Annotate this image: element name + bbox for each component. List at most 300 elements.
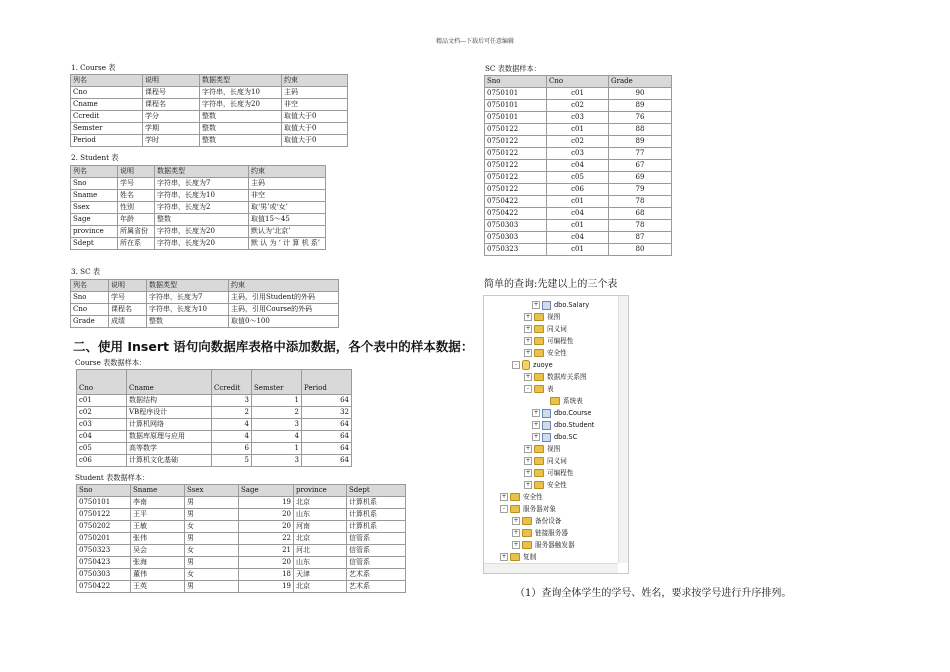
table-cell: c03: [547, 148, 609, 160]
expand-icon[interactable]: +: [533, 433, 539, 440]
tree-item[interactable]: [524, 455, 567, 467]
table-cell: 64: [302, 431, 352, 443]
tree-item[interactable]: [524, 371, 587, 383]
table-header-cell: 列名: [71, 166, 118, 178]
table-cell: 王平: [131, 509, 185, 521]
table-cell: 21: [239, 545, 294, 557]
table-icon: [542, 301, 551, 310]
section-title: 二、使用 Insert 语句向数据库表格中添加数据，各个表中的样本数据：: [73, 339, 474, 354]
sc-def-caption: 3. SC 表: [71, 267, 101, 276]
table-cell: 计算机系: [347, 497, 406, 509]
expand-icon[interactable]: +: [525, 337, 531, 344]
folder-icon: [534, 385, 544, 393]
course-sample-caption: Course 表数据样本：: [75, 358, 147, 367]
table-cell: c06: [77, 455, 127, 467]
table-cell: c03: [77, 419, 127, 431]
expand-icon[interactable]: +: [525, 349, 531, 356]
table-cell: 河南: [294, 521, 347, 533]
table-cell: 年龄: [118, 214, 155, 226]
table-cell: 艺术系: [347, 581, 406, 593]
table-header-cell: Period: [302, 370, 352, 395]
table-cell: 67: [609, 160, 672, 172]
table-cell: c01: [547, 220, 609, 232]
table-row: [485, 220, 672, 232]
table-cell: Sage: [71, 214, 118, 226]
table-header-cell: province: [294, 485, 347, 497]
expand-icon[interactable]: +: [513, 541, 519, 548]
tree-item-label: 可编程性: [547, 337, 574, 345]
tree-item[interactable]: [500, 491, 543, 503]
table-cell: c05: [547, 172, 609, 184]
table-cell: 整数: [200, 123, 282, 135]
table-row: [71, 99, 348, 111]
table-header-cell: 说明: [143, 75, 200, 87]
table-icon: [542, 433, 551, 442]
table-cell: 课程名: [143, 99, 200, 111]
table-row: [77, 581, 406, 593]
table-cell: 字符串，长度为2: [155, 202, 249, 214]
table-cell: 1: [252, 395, 302, 407]
table-cell: 学分: [143, 111, 200, 123]
table-cell: 河北: [294, 545, 347, 557]
tree-item-label: 安全性: [547, 349, 567, 357]
tree-item-label: 安全性: [547, 481, 567, 489]
database-icon: [522, 360, 530, 370]
table-row: [77, 407, 352, 419]
table-row: [71, 202, 326, 214]
table-row: [77, 497, 406, 509]
table-header-cell: Ccredit: [212, 370, 252, 395]
table-cell: 0750323: [485, 244, 547, 256]
header-note: 精品文档---下载后可任意编辑: [435, 38, 515, 45]
student-sample-table: [76, 484, 406, 593]
table-cell: 计算机系: [347, 509, 406, 521]
table-header-cell: 数据类型: [200, 75, 282, 87]
table-cell: Sdept: [71, 238, 118, 250]
expand-icon[interactable]: +: [525, 373, 531, 380]
table-cell: c03: [547, 112, 609, 124]
tree-item[interactable]: [512, 359, 553, 371]
table-cell: 78: [609, 220, 672, 232]
table-cell: 字符串，长度为20: [200, 99, 282, 111]
expand-icon[interactable]: +: [533, 301, 539, 308]
table-row: [485, 208, 672, 220]
table-cell: province: [71, 226, 118, 238]
tree-item-label: 同义词: [547, 325, 567, 333]
table-cell: 0750122: [485, 160, 547, 172]
tree-item[interactable]: [524, 467, 573, 479]
table-cell: 王敏: [131, 521, 185, 533]
folder-icon: [534, 373, 544, 381]
table-row: [77, 545, 406, 557]
tree-item[interactable]: [532, 407, 591, 419]
table-header-cell: Ssex: [185, 485, 239, 497]
tree-item[interactable]: [524, 443, 560, 455]
folder-icon: [510, 505, 520, 513]
table-cell: 0750323: [77, 545, 131, 557]
tree-item-label: 服务器触发器: [535, 541, 575, 549]
table-cell: 0750303: [77, 569, 131, 581]
table-cell: 0750122: [485, 136, 547, 148]
table-cell: 0750101: [485, 112, 547, 124]
tree-item-label: 表: [547, 385, 554, 393]
table-row: [77, 431, 352, 443]
expand-icon[interactable]: +: [525, 481, 531, 488]
table-cell: c02: [547, 100, 609, 112]
table-cell: 3: [252, 455, 302, 467]
table-cell: 0750422: [77, 581, 131, 593]
tree-item-label: 数据库关系图: [547, 373, 587, 381]
table-header-cell: 说明: [118, 166, 155, 178]
table-cell: 6: [212, 443, 252, 455]
object-explorer-tree: [483, 295, 629, 574]
tree-item[interactable]: [500, 551, 536, 563]
table-cell: 64: [302, 419, 352, 431]
table-cell: 整数: [200, 111, 282, 123]
table-cell: 男: [185, 509, 239, 521]
course-sample-table: [76, 369, 352, 467]
table-cell: 所属省份: [118, 226, 155, 238]
table-cell: 默认为‘北京’: [249, 226, 326, 238]
table-cell: 76: [609, 112, 672, 124]
expand-icon[interactable]: +: [501, 553, 507, 560]
table-cell: 信管系: [347, 557, 406, 569]
table-header-cell: 说明: [109, 280, 147, 292]
table-row: [485, 244, 672, 256]
table-row: [485, 124, 672, 136]
tree-item[interactable]: [532, 419, 594, 431]
student-def-table: [70, 165, 326, 250]
table-cell: VB程序设计: [127, 407, 212, 419]
table-cell: 80: [609, 244, 672, 256]
tree-item-label: 安全性: [523, 493, 543, 501]
table-cell: 非空: [249, 190, 326, 202]
tree-item-label: 服务器对象: [523, 505, 556, 513]
table-row: [77, 521, 406, 533]
folder-icon: [522, 529, 532, 537]
folder-icon: [534, 457, 544, 465]
table-cell: 0750423: [77, 557, 131, 569]
table-cell: 数据库原理与应用: [127, 431, 212, 443]
table-cell: 4: [212, 419, 252, 431]
collapse-icon[interactable]: -: [524, 385, 532, 393]
table-cell: c04: [547, 232, 609, 244]
tree-item-label: 链接服务器: [535, 529, 568, 537]
table-header-cell: Sname: [131, 485, 185, 497]
tree-item[interactable]: [512, 539, 575, 551]
table-cell: Cno: [71, 304, 109, 316]
tree-item[interactable]: [532, 431, 577, 443]
table-cell: 主码: [282, 87, 348, 99]
folder-icon: [522, 541, 532, 549]
table-cell: 北京: [294, 581, 347, 593]
table-cell: 所在系: [118, 238, 155, 250]
table-cell: 字符串，长度为20: [155, 226, 249, 238]
table-row: [71, 238, 326, 250]
table-cell: 学号: [109, 292, 147, 304]
table-cell: 整数: [147, 316, 229, 328]
tree-item-label: 视图: [547, 313, 561, 321]
folder-icon: [534, 337, 544, 345]
expand-icon[interactable]: +: [501, 493, 507, 500]
folder-icon: [534, 349, 544, 357]
table-cell: 北京: [294, 497, 347, 509]
table-cell: 2: [252, 407, 302, 419]
folder-icon: [534, 481, 544, 489]
table-cell: 4: [252, 431, 302, 443]
table-cell: 成绩: [109, 316, 147, 328]
tree-item-label: dbo.SC: [554, 433, 578, 441]
table-cell: 取值0～100: [229, 316, 339, 328]
table-cell: 0750422: [485, 196, 547, 208]
table-cell: 90: [609, 88, 672, 100]
table-cell: 男: [185, 581, 239, 593]
table-cell: 学号: [118, 178, 155, 190]
table-cell: 信管系: [347, 545, 406, 557]
horizontal-scrollbar[interactable]: [484, 563, 618, 573]
table-cell: 张海: [131, 557, 185, 569]
table-header-cell: 约束: [282, 75, 348, 87]
folder-icon: [534, 325, 544, 333]
expand-icon[interactable]: +: [513, 517, 519, 524]
table-row: [485, 196, 672, 208]
expand-icon[interactable]: +: [525, 313, 531, 320]
table-header-row: [71, 166, 326, 178]
table-header-cell: Cno: [77, 370, 127, 395]
table-row: [485, 100, 672, 112]
table-cell: 主码，引用Student的外码: [229, 292, 339, 304]
table-cell: 男: [185, 557, 239, 569]
table-header-cell: Sno: [77, 485, 131, 497]
expand-icon[interactable]: +: [525, 325, 531, 332]
folder-icon: [534, 313, 544, 321]
table-cell: 5: [212, 455, 252, 467]
table-cell: 64: [302, 455, 352, 467]
table-cell: 89: [609, 136, 672, 148]
student-def-caption: 2. Student 表: [71, 153, 119, 162]
table-cell: c04: [547, 208, 609, 220]
table-row: [485, 184, 672, 196]
table-cell: 取值大于0: [282, 135, 348, 147]
table-cell: 0750303: [485, 232, 547, 244]
tree-item-label: 同义词: [547, 457, 567, 465]
table-row: [485, 232, 672, 244]
expand-icon[interactable]: +: [525, 469, 531, 476]
folder-icon: [534, 445, 544, 453]
table-cell: 姓名: [118, 190, 155, 202]
expand-icon[interactable]: +: [525, 445, 531, 452]
table-row: [485, 160, 672, 172]
table-cell: 课程号: [143, 87, 200, 99]
table-icon: [542, 409, 551, 418]
table-cell: 0750303: [485, 220, 547, 232]
table-icon: [542, 421, 551, 430]
table-row: [77, 455, 352, 467]
table-cell: 0750122: [77, 509, 131, 521]
course-def-caption: 1. Course 表: [71, 63, 116, 72]
table-cell: 取值大于0: [282, 111, 348, 123]
tree-item-label: 视图: [547, 445, 561, 453]
table-row: [77, 557, 406, 569]
tree-item[interactable]: [500, 503, 556, 515]
table-cell: 整数: [200, 135, 282, 147]
table-cell: 计算机文化基础: [127, 455, 212, 467]
table-cell: 艺术系: [347, 569, 406, 581]
table-cell: 77: [609, 148, 672, 160]
table-cell: 89: [609, 100, 672, 112]
table-row: [77, 419, 352, 431]
expand-icon[interactable]: +: [513, 529, 519, 536]
table-cell: c04: [547, 160, 609, 172]
table-cell: c02: [77, 407, 127, 419]
table-cell: 山东: [294, 557, 347, 569]
table-row: [71, 178, 326, 190]
table-row: [77, 533, 406, 545]
table-header-cell: 数据类型: [147, 280, 229, 292]
table-cell: 20: [239, 521, 294, 533]
table-cell: 20: [239, 509, 294, 521]
table-cell: 天津: [294, 569, 347, 581]
table-cell: 非空: [282, 99, 348, 111]
tree-item-label: zuoye: [533, 361, 553, 369]
table-cell: 性别: [118, 202, 155, 214]
table-cell: c06: [547, 184, 609, 196]
table-row: [77, 395, 352, 407]
table-row: [485, 136, 672, 148]
table-row: [485, 172, 672, 184]
table-cell: 0750122: [485, 148, 547, 160]
table-cell: 整数: [155, 214, 249, 226]
table-cell: c05: [77, 443, 127, 455]
table-cell: 取值大于0: [282, 123, 348, 135]
table-cell: c01: [547, 196, 609, 208]
table-row: [71, 135, 348, 147]
table-cell: 女: [185, 521, 239, 533]
table-cell: 0750201: [77, 533, 131, 545]
table-row: [71, 316, 339, 328]
table-cell: 0750101: [77, 497, 131, 509]
table-cell: Ssex: [71, 202, 118, 214]
vertical-scrollbar[interactable]: [618, 296, 628, 563]
table-cell: 18: [239, 569, 294, 581]
table-row: [71, 214, 326, 226]
table-header-cell: Sage: [239, 485, 294, 497]
table-cell: 2: [212, 407, 252, 419]
table-cell: 主码: [249, 178, 326, 190]
tree-item[interactable]: [512, 515, 561, 527]
tree-item[interactable]: [524, 311, 560, 323]
tree-item[interactable]: [540, 395, 583, 407]
table-cell: 学期: [143, 123, 200, 135]
table-cell: 1: [252, 443, 302, 455]
table-cell: 取‘男’或‘女’: [249, 202, 326, 214]
table-cell: Sname: [71, 190, 118, 202]
table-cell: 3: [252, 419, 302, 431]
tree-item[interactable]: [524, 383, 554, 395]
table-row: [71, 304, 339, 316]
table-cell: c01: [547, 244, 609, 256]
table-header-cell: Semster: [252, 370, 302, 395]
table-header-cell: Sno: [485, 76, 547, 88]
table-cell: Cname: [71, 99, 143, 111]
table-row: [485, 112, 672, 124]
table-cell: c01: [547, 88, 609, 100]
expand-icon[interactable]: +: [525, 457, 531, 464]
tree-item-label: dbo.Student: [554, 421, 595, 429]
folder-icon: [534, 469, 544, 477]
table-cell: 男: [185, 497, 239, 509]
table-cell: 数据结构: [127, 395, 212, 407]
collapse-icon[interactable]: -: [500, 505, 508, 513]
table-cell: 4: [212, 431, 252, 443]
table-header-cell: 列名: [71, 75, 143, 87]
table-cell: Ccredit: [71, 111, 143, 123]
table-cell: 北京: [294, 533, 347, 545]
table-cell: 68: [609, 208, 672, 220]
tree-item[interactable]: [512, 527, 568, 539]
table-cell: 字符串，长度为7: [147, 292, 229, 304]
student-sample-caption: Student 表数据样本：: [75, 473, 150, 482]
table-cell: 22: [239, 533, 294, 545]
table-cell: 0750122: [485, 184, 547, 196]
tree-item[interactable]: [532, 299, 589, 311]
table-cell: 女: [185, 569, 239, 581]
table-cell: 3: [212, 395, 252, 407]
table-row: [77, 509, 406, 521]
table-cell: 董伟: [131, 569, 185, 581]
table-cell: 87: [609, 232, 672, 244]
tree-item[interactable]: [524, 323, 567, 335]
table-cell: Semster: [71, 123, 143, 135]
table-row: [71, 123, 348, 135]
table-header-row: [77, 485, 406, 497]
table-cell: 李南: [131, 497, 185, 509]
expand-icon[interactable]: +: [533, 409, 539, 416]
table-row: [77, 443, 352, 455]
table-row: [71, 292, 339, 304]
tree-item[interactable]: [524, 335, 573, 347]
tree-item[interactable]: [524, 347, 567, 359]
table-header-cell: Grade: [609, 76, 672, 88]
table-cell: c01: [77, 395, 127, 407]
table-cell: 字符串，长度为7: [155, 178, 249, 190]
table-cell: 默 认 为 ‘ 计 算 机 系’: [249, 238, 326, 250]
sc-sample-table: [484, 75, 672, 256]
collapse-icon[interactable]: -: [512, 361, 520, 369]
table-row: [485, 148, 672, 160]
expand-icon[interactable]: +: [533, 421, 539, 428]
tree-item-label: 系统表: [563, 397, 583, 405]
folder-icon: [510, 553, 520, 561]
table-row: [71, 226, 326, 238]
table-header-cell: 约束: [229, 280, 339, 292]
table-cell: 0750422: [485, 208, 547, 220]
table-row: [71, 190, 326, 202]
table-header-row: [71, 280, 339, 292]
table-header-cell: 约束: [249, 166, 326, 178]
table-cell: 信管系: [347, 533, 406, 545]
tree-item[interactable]: [524, 479, 567, 491]
table-header-cell: Cno: [547, 76, 609, 88]
table-cell: 0750122: [485, 124, 547, 136]
tree-item-label: 可编程性: [547, 469, 574, 477]
course-def-table: [70, 74, 348, 147]
sc-sample-caption: SC 表数据样本：: [485, 64, 541, 73]
table-cell: 王英: [131, 581, 185, 593]
table-cell: 男: [185, 533, 239, 545]
table-cell: 88: [609, 124, 672, 136]
table-cell: 学时: [143, 135, 200, 147]
